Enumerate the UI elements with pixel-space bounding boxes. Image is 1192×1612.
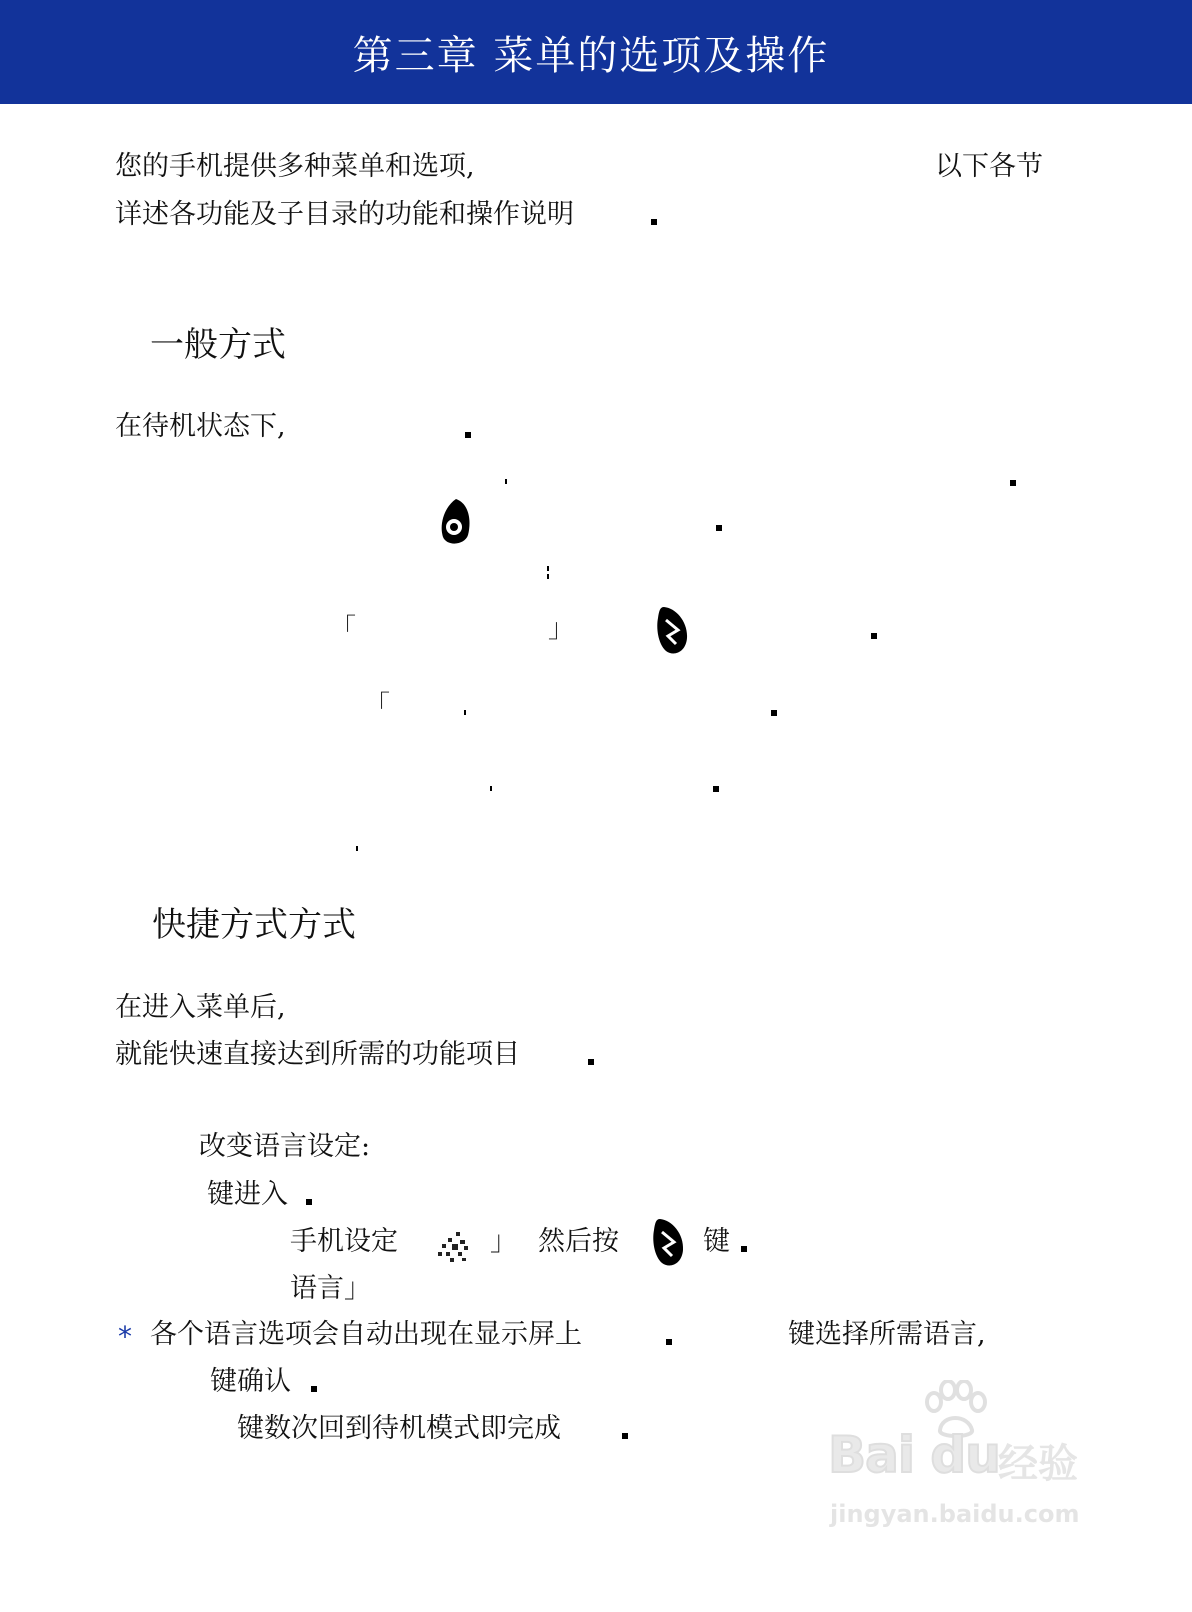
section-heading-general: 一般方式 [150, 325, 286, 365]
example-step-1: 键进入 [207, 1179, 288, 1210]
watermark-cn: 经验 [998, 1441, 1078, 1487]
note-star: * [118, 1320, 132, 1353]
period-mark [622, 1433, 628, 1439]
settings-icon [434, 1226, 474, 1266]
baidu-watermark [828, 1380, 1098, 1560]
general-line-1: 在待机状态下, [115, 411, 286, 442]
example-step-2-b: 」 [490, 1226, 517, 1257]
example-note-a: 各个语言选项会自动出现在显示屏上 [150, 1319, 582, 1350]
example-note-b: 键选择所需语言, [788, 1319, 986, 1350]
example-title: 改变语言设定: [199, 1131, 371, 1162]
intro-line-1-right: 以下各节 [935, 151, 1043, 182]
bracket-open: 「 [364, 691, 391, 721]
period-mark [306, 1199, 312, 1205]
comma-mark [505, 479, 507, 484]
example-step-2-c: 然后按 [538, 1226, 619, 1257]
period-mark [741, 1246, 747, 1252]
period-mark [1010, 480, 1016, 486]
ok-key-icon [650, 1216, 688, 1270]
period-mark [713, 786, 719, 792]
colon-mark [547, 574, 549, 579]
intro-line-1-left: 您的手机提供多种菜单和选项, [115, 151, 475, 182]
nav-key-icon [438, 497, 474, 549]
period-mark [771, 710, 777, 716]
comma-mark [356, 846, 358, 851]
example-step-4: 键确认 [210, 1366, 291, 1397]
period-mark [716, 525, 722, 531]
comma-mark [464, 710, 466, 715]
example-step-2-a: 手机设定 [290, 1226, 398, 1257]
watermark-url: jingyan.baidu.com [830, 1500, 1080, 1528]
shortcut-line-2: 就能快速直接达到所需的功能项目 [115, 1039, 520, 1070]
period-mark [651, 219, 657, 225]
ok-key-icon [654, 604, 692, 658]
period-mark [871, 633, 877, 639]
chapter-title: 第三章 菜单的选项及操作 [352, 32, 830, 79]
example-step-5: 键数次回到待机模式即完成 [237, 1413, 561, 1444]
section-heading-shortcut: 快捷方式方式 [152, 905, 356, 945]
comma-mark [490, 786, 492, 791]
period-mark [311, 1386, 317, 1392]
period-mark [465, 432, 471, 438]
example-step-2-d: 键 [703, 1226, 730, 1257]
period-mark [666, 1339, 672, 1345]
example-step-3: 语言」 [290, 1273, 371, 1304]
bracket-open: 「 [330, 614, 357, 644]
chapter-header [0, 0, 1192, 104]
watermark-brand: Bai du [828, 1426, 1000, 1484]
colon-mark [547, 566, 549, 571]
period-mark [588, 1059, 594, 1065]
bracket-close: 」 [548, 614, 575, 644]
intro-line-2: 详述各功能及子目录的功能和操作说明 [115, 199, 574, 230]
shortcut-line-1: 在进入菜单后, [115, 992, 286, 1023]
